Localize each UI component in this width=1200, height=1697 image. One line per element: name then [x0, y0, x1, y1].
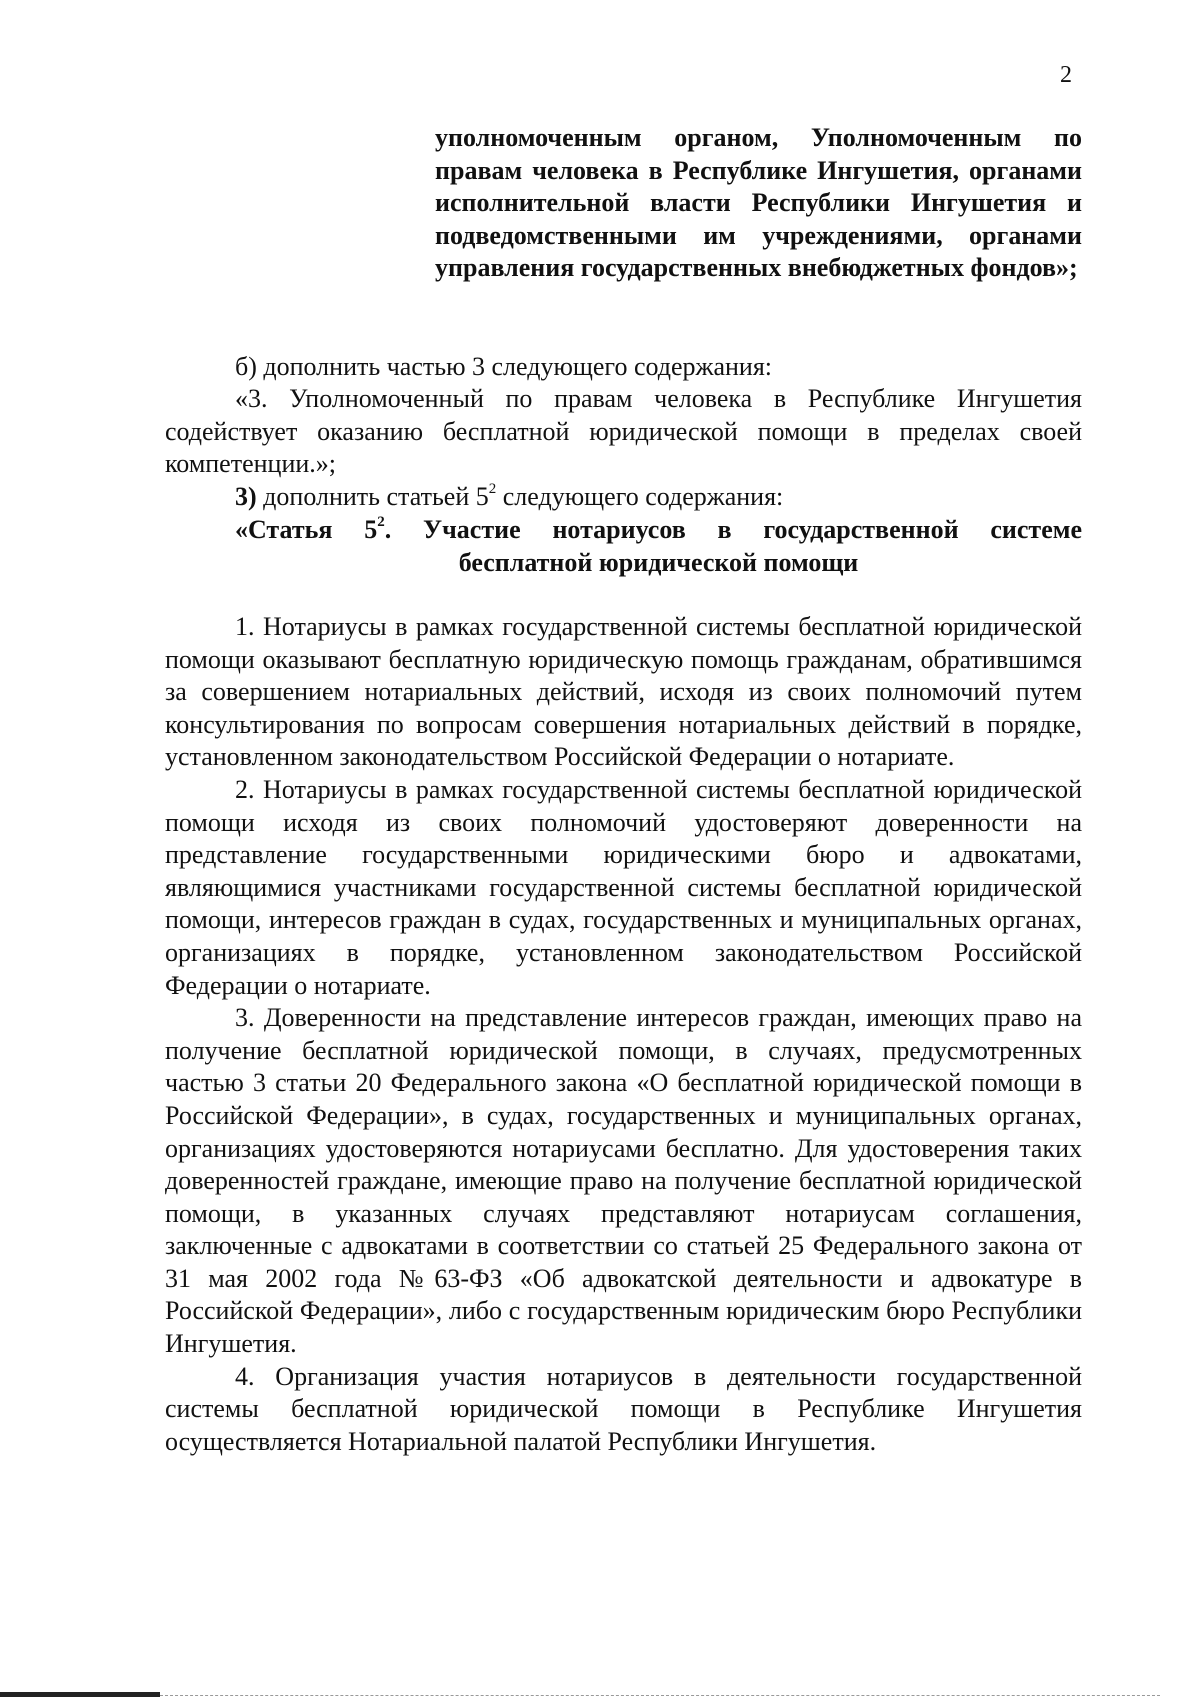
paragraph-2: 2. Нотариусы в рамках государственной системы бесплатной юридической помощи исходя из своих полномочий удостоверяют доверенности на представление государственными юридическими бюро и адвокатами, являющимися участниками государственной системы бесплатной юридической помощи, интересов граждан в судах, государственных и муниципальных органах, организациях в порядке, установленном законодательством Российской Федерации о нотариате.	[165, 774, 1082, 1000]
paragraph-4: 4. Организация участия нотариусов в деятельности государственной системы бесплатной юридической помощи в Республике Ингушетия осуществляется Нотариальной палатой Республики Ингушетия.	[165, 1361, 1082, 1456]
article-heading	[235, 514, 1082, 579]
item-3	[165, 481, 1082, 514]
paragraph-3: 3. Доверенности на представление интересов граждан, имеющих право на получение бесплатной юридической помощи, в случаях, предусмотренных частью 3 статьи 20 Федерального закона «О бесплатной юридической помощи в Российской Федерации», в судах, государственных и муниципальных органах, организациях удостоверяются нотариусами бесплатно. Для удостоверения таких доверенностей граждане, имеющие право на получение бесплатной юридической помощи, в указанных случаях представляют нотариусам соглашения, заключенные с адвокатами в соответствии со статьей 25 Федерального закона от 31 мая 2002 года №63-ФЗ «Об адвокатской деятельности и адвокатуре в Российской Федерации», либо с государственным юридическим бюро Республики Ингушетия.	[165, 1003, 1082, 1359]
page-number: 2	[1060, 62, 1072, 88]
scan-edge-line	[160, 1695, 1160, 1696]
item-3-suffix: следующего содержания:	[496, 482, 784, 511]
scan-edge-mark	[0, 1692, 160, 1697]
subitem-b: б) дополнить частью 3 следующего содержания:	[235, 352, 773, 381]
article-heading-sup: 2	[377, 514, 385, 530]
article-heading-line1	[235, 514, 1082, 547]
article-heading-line2: бесплатной юридической помощи	[458, 547, 859, 577]
item-3-sup: 2	[488, 481, 497, 497]
part-3-quote: «3. Уполномоченный по правам человека в Республике Ингушетия содействует оказанию бесплатной юридической помощи в пределах своей компетенции.»;	[165, 384, 1082, 479]
paragraph-1: 1. Нотариусы в рамках государственной системы бесплатной юридической помощи оказывают бесплатную юридическую помощь гражданам, обратившимся за совершением нотариальных действий, исходя из своих полномочий путем консультирования по вопросам совершения нотариальных действий в порядке, установленном законодательством Российской Федерации о нотариате.	[165, 612, 1082, 772]
item-3-number: 3)	[235, 482, 257, 511]
article-body	[165, 611, 1082, 1458]
item-3-text: дополнить статьей 5	[256, 482, 489, 511]
article-heading-prefix: «Статья 5	[235, 515, 378, 544]
amendment-bold-text: уполномоченным органом, Уполномоченным по правам человека в Республике Ингушетия, органами исполнительной власти Республики Ингушетия и подведомственными им учреждениями, органами управления государственных внебюджетных фондов»;	[435, 123, 1082, 282]
article-heading-title: . Участие нотариусов в государственной системе	[384, 515, 1082, 544]
